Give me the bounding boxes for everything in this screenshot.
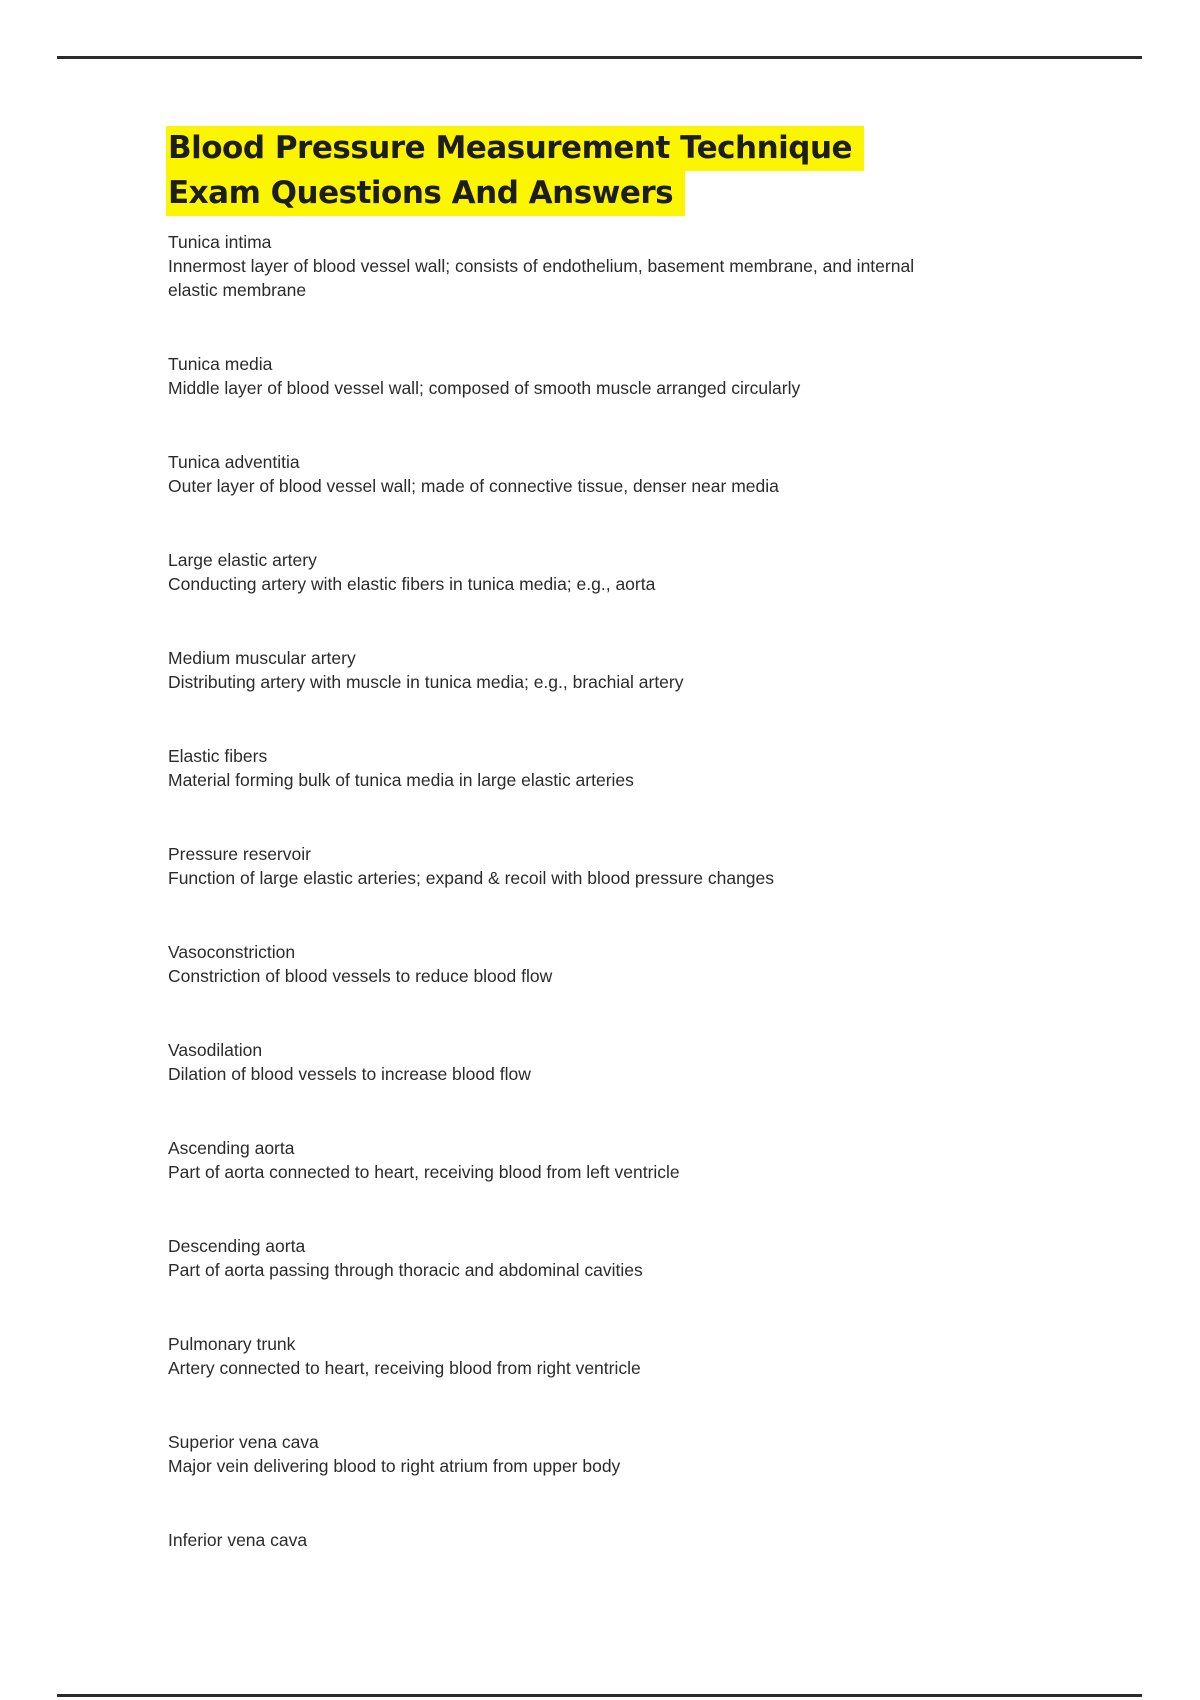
definition: Part of aorta connected to heart, receiving blood from left ventricle xyxy=(168,1162,680,1182)
term: Vasoconstriction xyxy=(168,942,296,962)
term: Pulmonary trunk xyxy=(168,1334,296,1354)
term: Ascending aorta xyxy=(168,1138,295,1158)
qa-entry xyxy=(168,842,938,890)
qa-entry xyxy=(168,744,938,792)
term: Descending aorta xyxy=(168,1236,306,1256)
definition: Middle layer of blood vessel wall; composed of smooth muscle arranged circularly xyxy=(168,378,801,398)
term: Tunica intima xyxy=(168,232,272,252)
term: Vasodilation xyxy=(168,1040,263,1060)
term: Elastic fibers xyxy=(168,746,268,766)
definition: Constriction of blood vessels to reduce blood flow xyxy=(168,966,553,986)
definition: Function of large elastic arteries; expand & recoil with blood pressure changes xyxy=(168,868,775,888)
definition: Major vein delivering blood to right atrium from upper body xyxy=(168,1456,621,1476)
bottom-border-rule xyxy=(57,1694,1142,1697)
qa-entry xyxy=(168,230,938,302)
definition: Part of aorta passing through thoracic and abdominal cavities xyxy=(168,1260,643,1280)
definition: Outer layer of blood vessel wall; made of connective tissue, denser near media xyxy=(168,476,779,496)
term: Superior vena cava xyxy=(168,1432,319,1452)
qa-entry xyxy=(168,548,938,596)
page-title xyxy=(168,126,958,216)
document-content xyxy=(168,126,958,1602)
definition: Artery connected to heart, receiving blood from right ventricle xyxy=(168,1358,641,1378)
qa-entry xyxy=(168,1332,938,1380)
qa-entry xyxy=(168,1430,938,1478)
definition: Conducting artery with elastic fibers in tunica media; e.g., aorta xyxy=(168,574,656,594)
qa-entry xyxy=(168,1038,938,1086)
term: Medium muscular artery xyxy=(168,648,356,668)
definition: Innermost layer of blood vessel wall; consists of endothelium, basement membrane, and internal elastic membrane xyxy=(168,256,915,300)
term: Large elastic artery xyxy=(168,550,317,570)
qa-entry xyxy=(168,1528,938,1552)
definition: Distributing artery with muscle in tunica media; e.g., brachial artery xyxy=(168,672,684,692)
term: Tunica media xyxy=(168,354,273,374)
term: Pressure reservoir xyxy=(168,844,311,864)
term: Inferior vena cava xyxy=(168,1530,308,1550)
top-border-rule xyxy=(57,56,1142,59)
qa-entry xyxy=(168,646,938,694)
definition: Dilation of blood vessels to increase blood flow xyxy=(168,1064,531,1084)
qa-entry xyxy=(168,1234,938,1282)
qa-entry xyxy=(168,352,938,400)
qa-entry xyxy=(168,940,938,988)
term: Tunica adventitia xyxy=(168,452,300,472)
qa-list xyxy=(168,230,938,1552)
page-title-line-2: Exam Questions And Answers xyxy=(166,171,685,216)
qa-entry xyxy=(168,450,938,498)
qa-entry xyxy=(168,1136,938,1184)
definition: Material forming bulk of tunica media in large elastic arteries xyxy=(168,770,634,790)
page-title-line-1: Blood Pressure Measurement Technique xyxy=(166,126,864,171)
